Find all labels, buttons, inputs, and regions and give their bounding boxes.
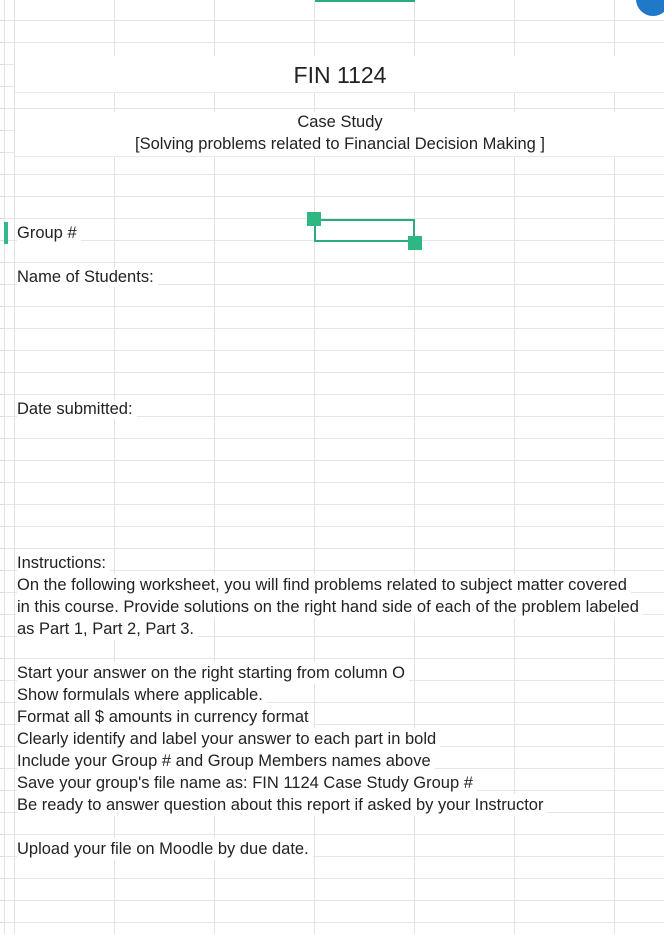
selection-end-handle[interactable] [408, 236, 422, 250]
instruction-step: Be ready to answer question about this report if asked by your Instructor [17, 794, 547, 816]
sheet-subtitle-detail: [Solving problems related to Financial Decision Making ] [135, 135, 545, 153]
instruction-step: Format all $ amounts in currency format [17, 706, 313, 728]
selection-start-handle[interactable] [307, 212, 321, 226]
students-label-cell[interactable]: Name of Students: [17, 268, 158, 287]
title-cell[interactable] [14, 56, 664, 93]
sheet-title: FIN 1124 [293, 62, 387, 88]
column-selection-indicator [315, 0, 415, 2]
instructions-paragraph-line: On the following worksheet, you will find problems related to subject matter covered [17, 574, 631, 596]
selected-cell[interactable] [314, 219, 415, 242]
instructions-block[interactable] [17, 552, 664, 860]
instruction-step: Include your Group # and Group Members names above [17, 750, 435, 772]
subtitle-cell[interactable] [14, 112, 664, 157]
date-label-cell[interactable]: Date submitted: [17, 400, 137, 419]
row-header-strip [0, 0, 5, 934]
group-label-cell[interactable]: Group # [17, 224, 81, 243]
instructions-paragraph-line: in this course. Provide solutions on the right hand side of each of the problem labeled [17, 596, 643, 618]
instructions-heading: Instructions: [17, 552, 110, 574]
instruction-step: Start your answer on the right starting from column O [17, 662, 409, 684]
active-row-marker [4, 222, 8, 244]
instructions-paragraph-line: as Part 1, Part 2, Part 3. [17, 618, 198, 640]
instruction-step: Clearly identify and label your answer to each part in bold [17, 728, 440, 750]
instruction-step: Save your group's file name as: FIN 1124 Case Study Group # [17, 772, 477, 794]
instructions-footer: Upload your file on Moodle by due date. [17, 838, 313, 860]
instruction-step: Show formulals where applicable. [17, 684, 267, 706]
sheet-subtitle: Case Study [297, 113, 383, 131]
